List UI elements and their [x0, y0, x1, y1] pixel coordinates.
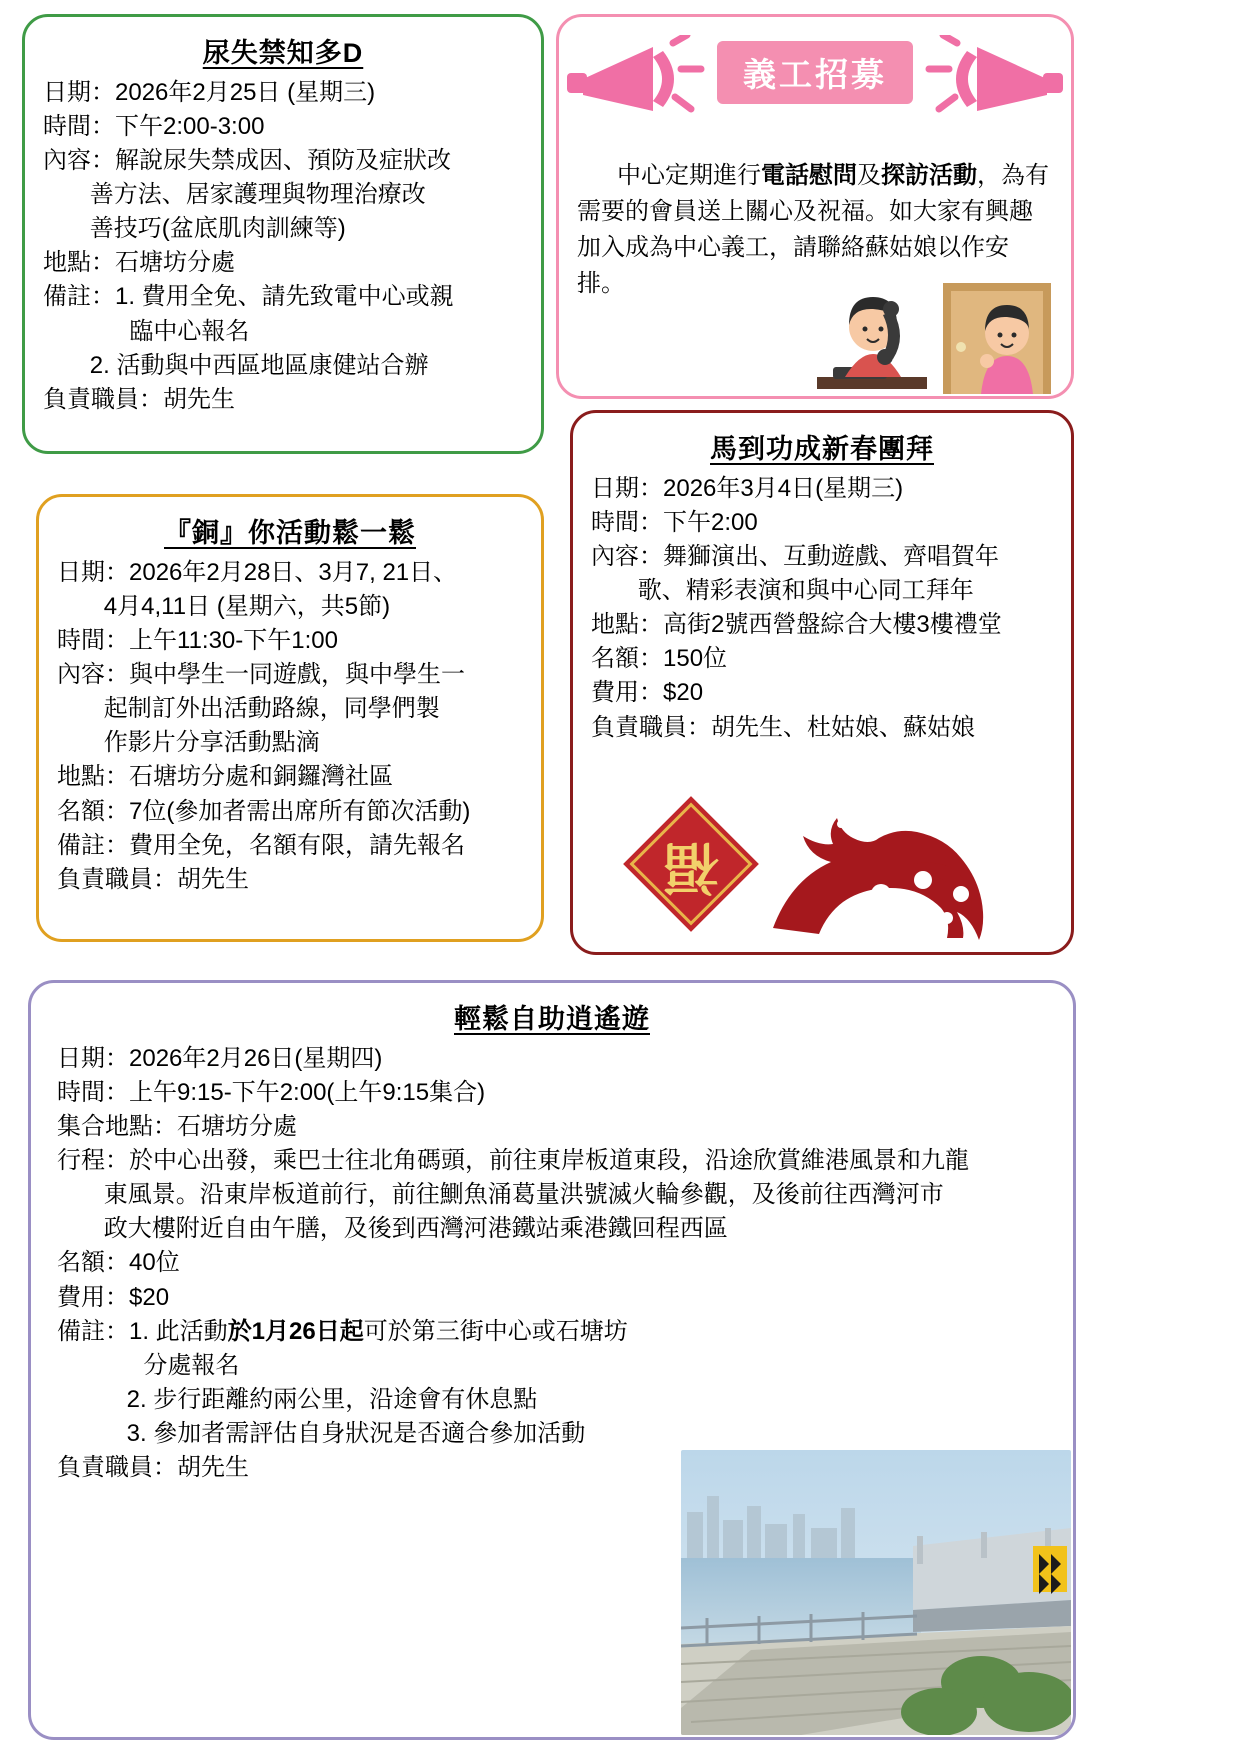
detail-row: 地點： 高街2號西營盤綜合大樓3樓禮堂	[591, 611, 1002, 639]
remark1-part0: 1. 此活動	[129, 1317, 228, 1345]
detail-row: 費用： $20	[57, 1283, 170, 1311]
detail-row: 內容： 解說尿失禁成因、預防及症狀改	[43, 147, 451, 175]
detail-row: 日期： 2026年3月4日(星期三)	[591, 475, 904, 502]
detail-row: 起制訂外出活動路線，同學們製	[103, 695, 440, 723]
detail-row: 日期： 2026年2月26日(星期四)	[57, 1045, 383, 1072]
remark1-part2: 可於第三街中心或石塘坊	[363, 1317, 628, 1345]
detail-row: 名額： 150位	[591, 645, 728, 673]
card-volunteer-recruitment	[556, 14, 1074, 399]
horse-papercut	[773, 818, 983, 940]
volunteer-text-1: 電話慰問	[761, 162, 858, 189]
card-tour-title: 輕鬆自助逍遙遊	[454, 1004, 650, 1034]
remark-row: 3. 參加者需評估自身狀況是否適合參加活動	[126, 1419, 586, 1447]
detail-row: 地點： 石塘坊分處	[43, 249, 235, 277]
card-copper-title: 『銅』你活動鬆一鬆	[164, 518, 416, 548]
volunteer-badge: 義工招募	[717, 41, 913, 104]
detail-row: 歌、精彩表演和與中心同工拜年	[637, 577, 974, 605]
card-incontinence-title: 尿失禁知多D	[202, 38, 364, 68]
remark-row	[57, 1315, 1047, 1349]
volunteer-text-2: 及	[857, 162, 882, 189]
detail-row: 負責職員： 胡先生	[57, 865, 249, 893]
remark-row: 2. 步行距離約兩公里，沿途會有休息點	[126, 1385, 538, 1413]
detail-row: 時間： 下午2:00	[591, 509, 758, 537]
detail-row: 2. 活動與中西區地區康健站合辦	[89, 351, 429, 379]
remark1-part1: 於1月26日起	[227, 1317, 364, 1345]
detail-row: 負責職員： 胡先生	[57, 1453, 249, 1481]
detail-row: 名額： 7位(參加者需出席所有節次活動)	[57, 797, 471, 825]
card-newyear-title: 馬到功成新春團拜	[710, 434, 934, 464]
detail-row: 名額： 40位	[57, 1249, 180, 1277]
detail-row: 善技巧(盆底肌肉訓練等)	[89, 215, 346, 243]
detail-row: 4月4,11日 (星期六，共5節)	[103, 593, 391, 621]
card-incontinence	[22, 14, 544, 454]
detail-row: 地點： 石塘坊分處和銅鑼灣社區	[57, 763, 393, 791]
detail-row: 時間： 上午9:15-下午2:00(上午9:15集合)	[57, 1079, 486, 1107]
detail-row: 負責職員： 胡先生	[43, 385, 235, 413]
detail-row: 日期： 2026年2月25日 (星期三)	[43, 79, 376, 106]
detail-row: 東風景。沿東岸板道前行，前往鰂魚涌葛量洪號滅火輪參觀，及後前往西灣河市	[103, 1181, 944, 1209]
detail-row: 時間： 下午2:00-3:00	[43, 113, 265, 141]
detail-row: 日期： 2026年2月28日、3月7, 21日、	[57, 559, 458, 586]
detail-row: 作影片分享活動點滴	[103, 729, 320, 757]
remark-label: 備註：	[57, 1317, 129, 1345]
detail-row: 行程： 於中心出發，乘巴士往北角碼頭，前往東岸板道東段，沿途欣賞維港風景和九龍	[57, 1147, 969, 1175]
card-newyear-gathering	[570, 410, 1074, 955]
detail-row: 內容： 與中學生一同遊戲，與中學生一	[57, 661, 465, 689]
volunteer-header	[559, 17, 1071, 122]
detail-row: 集合地點： 石塘坊分處	[57, 1113, 297, 1141]
newyear-illustration	[613, 768, 1053, 948]
detail-row: 費用： $20	[591, 679, 704, 707]
detail-row: 負責職員： 胡先生、杜姑娘、蘇姑娘	[591, 713, 975, 741]
card-copper-activity	[36, 494, 544, 942]
megaphone-left-icon	[565, 35, 715, 127]
volunteer-text-0: 中心定期進行	[617, 162, 762, 189]
volunteer-illustration	[815, 281, 1055, 396]
detail-row: 內容： 舞獅演出、互動遊戲、齊唱賀年	[591, 543, 999, 571]
volunteer-text-3: 探訪活動	[881, 162, 978, 189]
detail-row: 善方法、居家護理與物理治療改	[89, 181, 426, 209]
remark-row: 分處報名	[143, 1351, 240, 1379]
detail-row: 臨中心報名	[129, 317, 250, 345]
card-tour	[28, 980, 1076, 1740]
volunteer-text-4: ，為有需要的會員送上關心及祝福。如大家有興趣加入成為中心義工，請聯絡蘇姑娘以作安排。	[577, 162, 1050, 297]
fu-character: 福	[663, 836, 719, 899]
detail-row: 時間： 上午11:30-下午1:00	[57, 627, 338, 655]
detail-row: 政大樓附近自由午膳，及後到西灣河港鐵站乘港鐵回程西區	[103, 1215, 728, 1243]
megaphone-right-icon	[915, 35, 1065, 127]
detail-row: 備註： 1. 費用全免、請先致電中心或親	[43, 283, 454, 311]
detail-row: 備註： 費用全免，名額有限，請先報名	[57, 831, 465, 859]
tour-photo	[681, 1450, 1071, 1735]
